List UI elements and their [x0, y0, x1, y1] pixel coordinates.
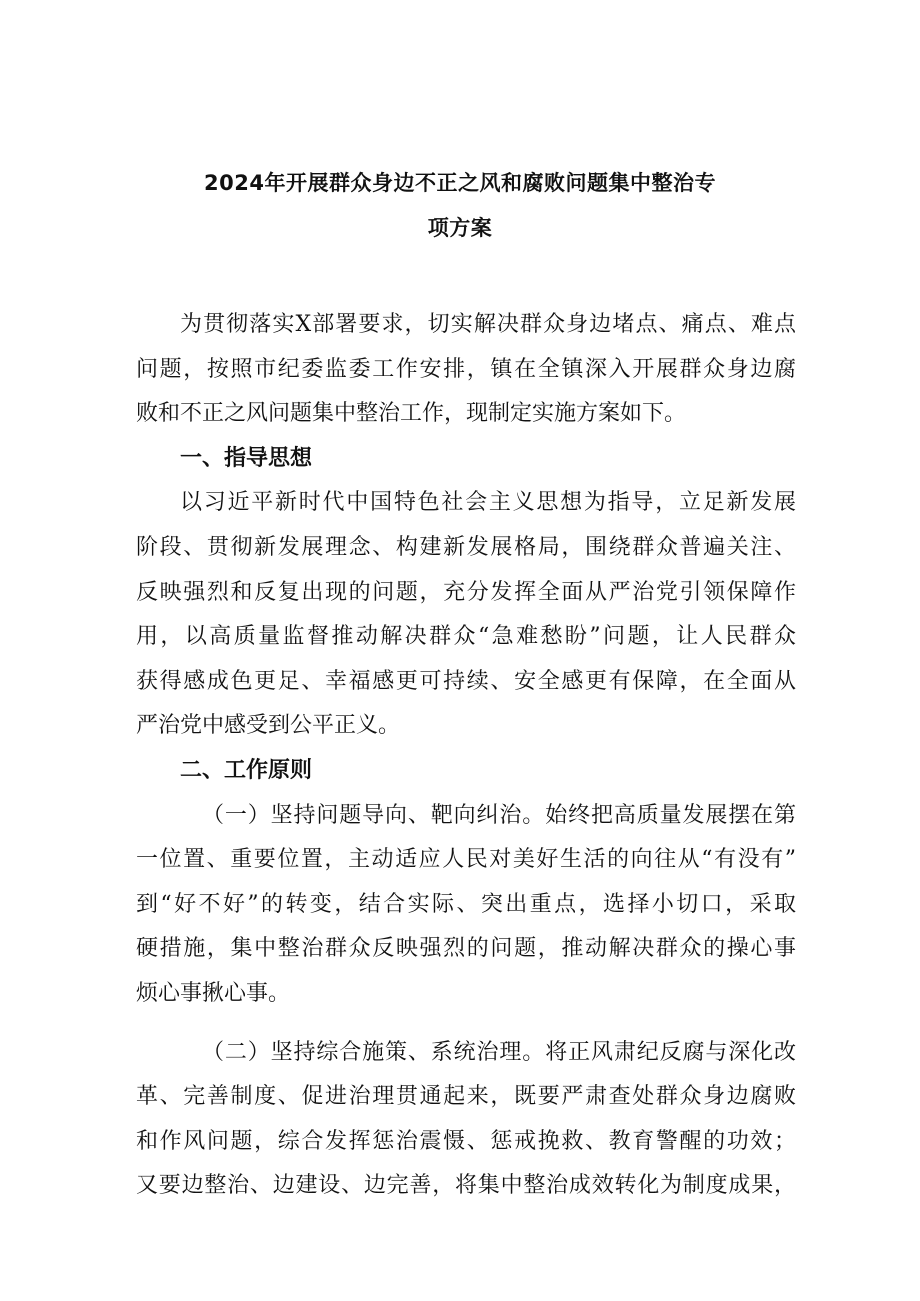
- principle1-line: 硬措施，集中整治群众反映强烈的问题，推动解决群众的操心事: [136, 936, 796, 962]
- section1-line: 反映强烈和反复出现的问题，充分发挥全面从严治党引领保障作: [136, 579, 796, 605]
- section1-line: 严治党中感受到公平正义。: [136, 713, 401, 739]
- section1-line: 获得感成色更足、幸福感更可持续、安全感更有保障，在全面从: [136, 668, 796, 694]
- principle2-line: （二）坚持综合施策、系统治理。将正风肃纪反腐与深化改: [202, 1039, 796, 1065]
- principle1-line: 一位置、重要位置，主动适应人民对美好生活的向往从“有没有”: [136, 847, 796, 873]
- principle1-line: 烦心事揪心事。: [136, 980, 291, 1006]
- principle1-line: 到“好不好”的转变，结合实际、突出重点，选择小切口，采取: [136, 891, 796, 917]
- principle1-line: （一）坚持问题导向、靶向纠治。始终把高质量发展摆在第: [202, 802, 796, 828]
- principle2-line: 又要边整治、边建设、边完善，将集中整治成效转化为制度成果，: [136, 1173, 796, 1199]
- section2-heading: 二、工作原则: [180, 757, 313, 783]
- principle2-line: 革、完善制度、促进治理贯通起来，既要严肃查处群众身边腐败: [136, 1084, 796, 1110]
- principle2-line: 和作风问题，综合发挥惩治震慑、惩戒挽救、教育警醒的功效；: [136, 1128, 796, 1154]
- section1-line: 阶段、贯彻新发展理念、构建新发展格局，围绕群众普遍关注、: [136, 534, 796, 560]
- intro-line: 为贯彻落实X部署要求，切实解决群众身边堵点、痛点、难点: [180, 312, 796, 337]
- paragraph-gap: [136, 1017, 796, 1031]
- document-title-line1: 2024年开展群众身边不正之风和腐败问题集中整治专: [204, 171, 716, 195]
- document-title-line2: 项方案: [427, 216, 493, 240]
- section1-heading: 一、指导思想: [180, 445, 313, 471]
- section1-line: 用，以高质量监督推动解决群众“急难愁盼”问题，让人民群众: [136, 624, 796, 650]
- intro-line: 败和不正之风问题集中整治工作，现制定实施方案如下。: [136, 401, 687, 427]
- document-body: [136, 303, 796, 1209]
- intro-line: 问题，按照市纪委监委工作安排，镇在全镇深入开展群众身边腐: [136, 356, 796, 382]
- section1-line: 以习近平新时代中国特色社会主义思想为指导，立足新发展: [180, 490, 796, 516]
